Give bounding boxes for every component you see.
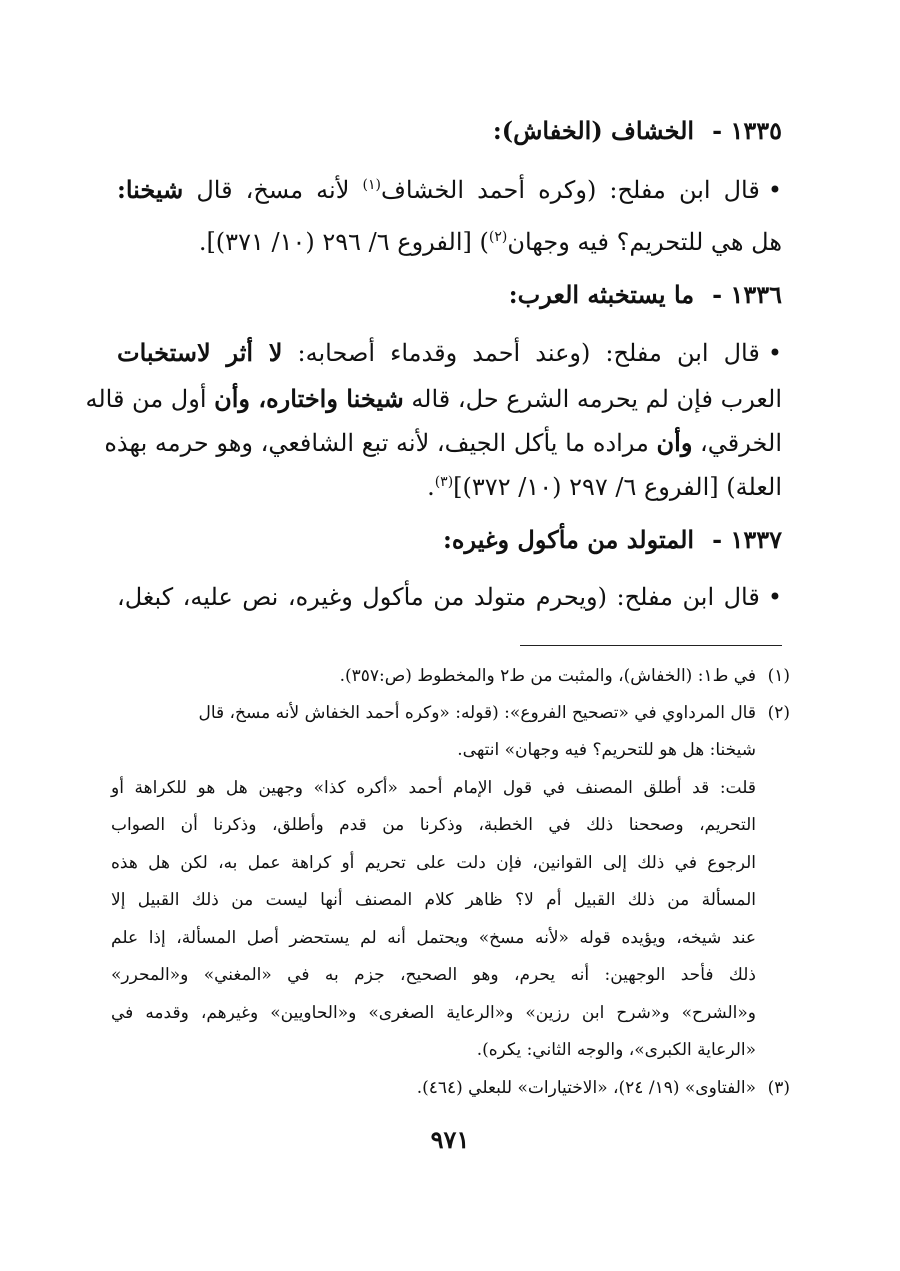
entry-heading-1336 <box>509 280 782 309</box>
footnote-line: قلت: قد أطلق المصنف في قول الإمام أحمد «أكره كذا» وجهين هل هو للكراهة أو <box>111 778 756 798</box>
entry-number: ١٣٣٧ - <box>712 525 782 554</box>
entry-number: ١٣٣٦ - <box>712 280 782 309</box>
bullet-icon: • <box>767 583 782 611</box>
footnote-separator <box>520 645 782 646</box>
footnote-number: (٣) <box>767 1078 790 1098</box>
paragraph-line: •قال ابن مفلح: (وكره أحمد الخشاف$^{(١)}$ لأنه مسخ، قال شيخنا: <box>117 175 782 204</box>
paragraph-line: هل هي للتحريم؟ فيه وجهان$^{(٢)}$) [الفروع ٦/ ٢٩٦ (١٠/ ٣٧١)]. <box>198 228 782 256</box>
footnote-line: ذلك فأحد الوجهين: أنه يحرم، وهو الصحيح، جزم به في «المغني» و«المحرر» <box>111 965 756 985</box>
footnote-number: (٢) <box>767 703 790 723</box>
footnote-ref: (٢) <box>488 229 508 245</box>
bullet-icon: • <box>767 339 782 367</box>
entry-number: ١٣٣٥ - <box>712 116 782 145</box>
paragraph-line: •قال ابن مفلح: (ويحرم متولد من مأكول وغيره، نص عليه، كبغل، <box>117 583 782 611</box>
footnote-1: (١)في ط١: (الخفاش)، والمثبت من ط٢ والمخطوط (ص:٣٥٧). <box>339 666 790 686</box>
footnote-ref: (١) <box>362 177 381 193</box>
bullet-icon: • <box>767 176 782 204</box>
footnote-line: شيخنا: هل هو للتحريم؟ فيه وجهان» انتهى. <box>457 740 756 760</box>
footnote-2: (٢)قال المرداوي في «تصحيح الفروع»: (قوله: «وكره أحمد الخفاش لأنه مسخ، قال <box>198 703 790 723</box>
footnote-line: الرجوع في ذلك إلى القوانين، فإن دلت على تحريم أو كراهة عمل به، لكن هل هذه <box>111 853 756 873</box>
entry-heading-1337 <box>443 525 782 554</box>
footnote-line: عند شيخه، ويؤيده قوله «لأنه مسخ» ويحتمل أنه لم يستحضر أصل المسألة، إذا علم <box>111 928 756 948</box>
entry-title: المتولد من مأكول وغيره: <box>443 525 695 554</box>
paragraph-line: •قال ابن مفلح: (وعند أحمد وقدماء أصحابه: لا أثر لاستخبات <box>117 338 782 367</box>
entry-heading-1335 <box>493 116 782 145</box>
footnote-3: (٣)«الفتاوى» (١٩/ ٢٤)، «الاختيارات» للبعلي (٤٦٤). <box>416 1078 790 1098</box>
entry-title: ما يستخبثه العرب: <box>508 280 695 309</box>
page-number: ٩٧١ <box>430 1125 470 1154</box>
footnote-line: المسألة من ذلك القبيل أم لا؟ ظاهر كلام المصنف أنها ليست من ذلك القبيل إلا <box>111 890 756 910</box>
paragraph-line: العرب فإن لم يحرمه الشرع حل، قاله شيخنا واختاره، وأن أول من قاله <box>85 384 782 413</box>
footnote-ref: (٣) <box>434 474 454 490</box>
footnote-line: و«الشرح» و«شرح ابن رزين» و«الرعاية الصغرى» و«الحاويين» وغيرهم، وقدمه في <box>111 1003 756 1023</box>
footnote-line: «الرعاية الكبرى»، والوجه الثاني: يكره). <box>476 1040 756 1060</box>
paragraph-line: الخرقي، وأن مراده ما يأكل الجيف، لأنه تبع الشافعي، وهو حرمه بهذه <box>104 428 782 457</box>
paragraph-line: العلة) [الفروع ٦/ ٢٩٧ (١٠/ ٣٧٢)]$^{(٣)}$. <box>427 473 782 501</box>
entry-title: الخشاف (الخفاش): <box>492 116 695 145</box>
footnote-number: (١) <box>767 666 790 686</box>
footnote-line: التحريم، وصححنا ذلك في الخطبة، وذكرنا من قدم وأطلق، وذكرنا أن الصواب <box>111 815 756 835</box>
